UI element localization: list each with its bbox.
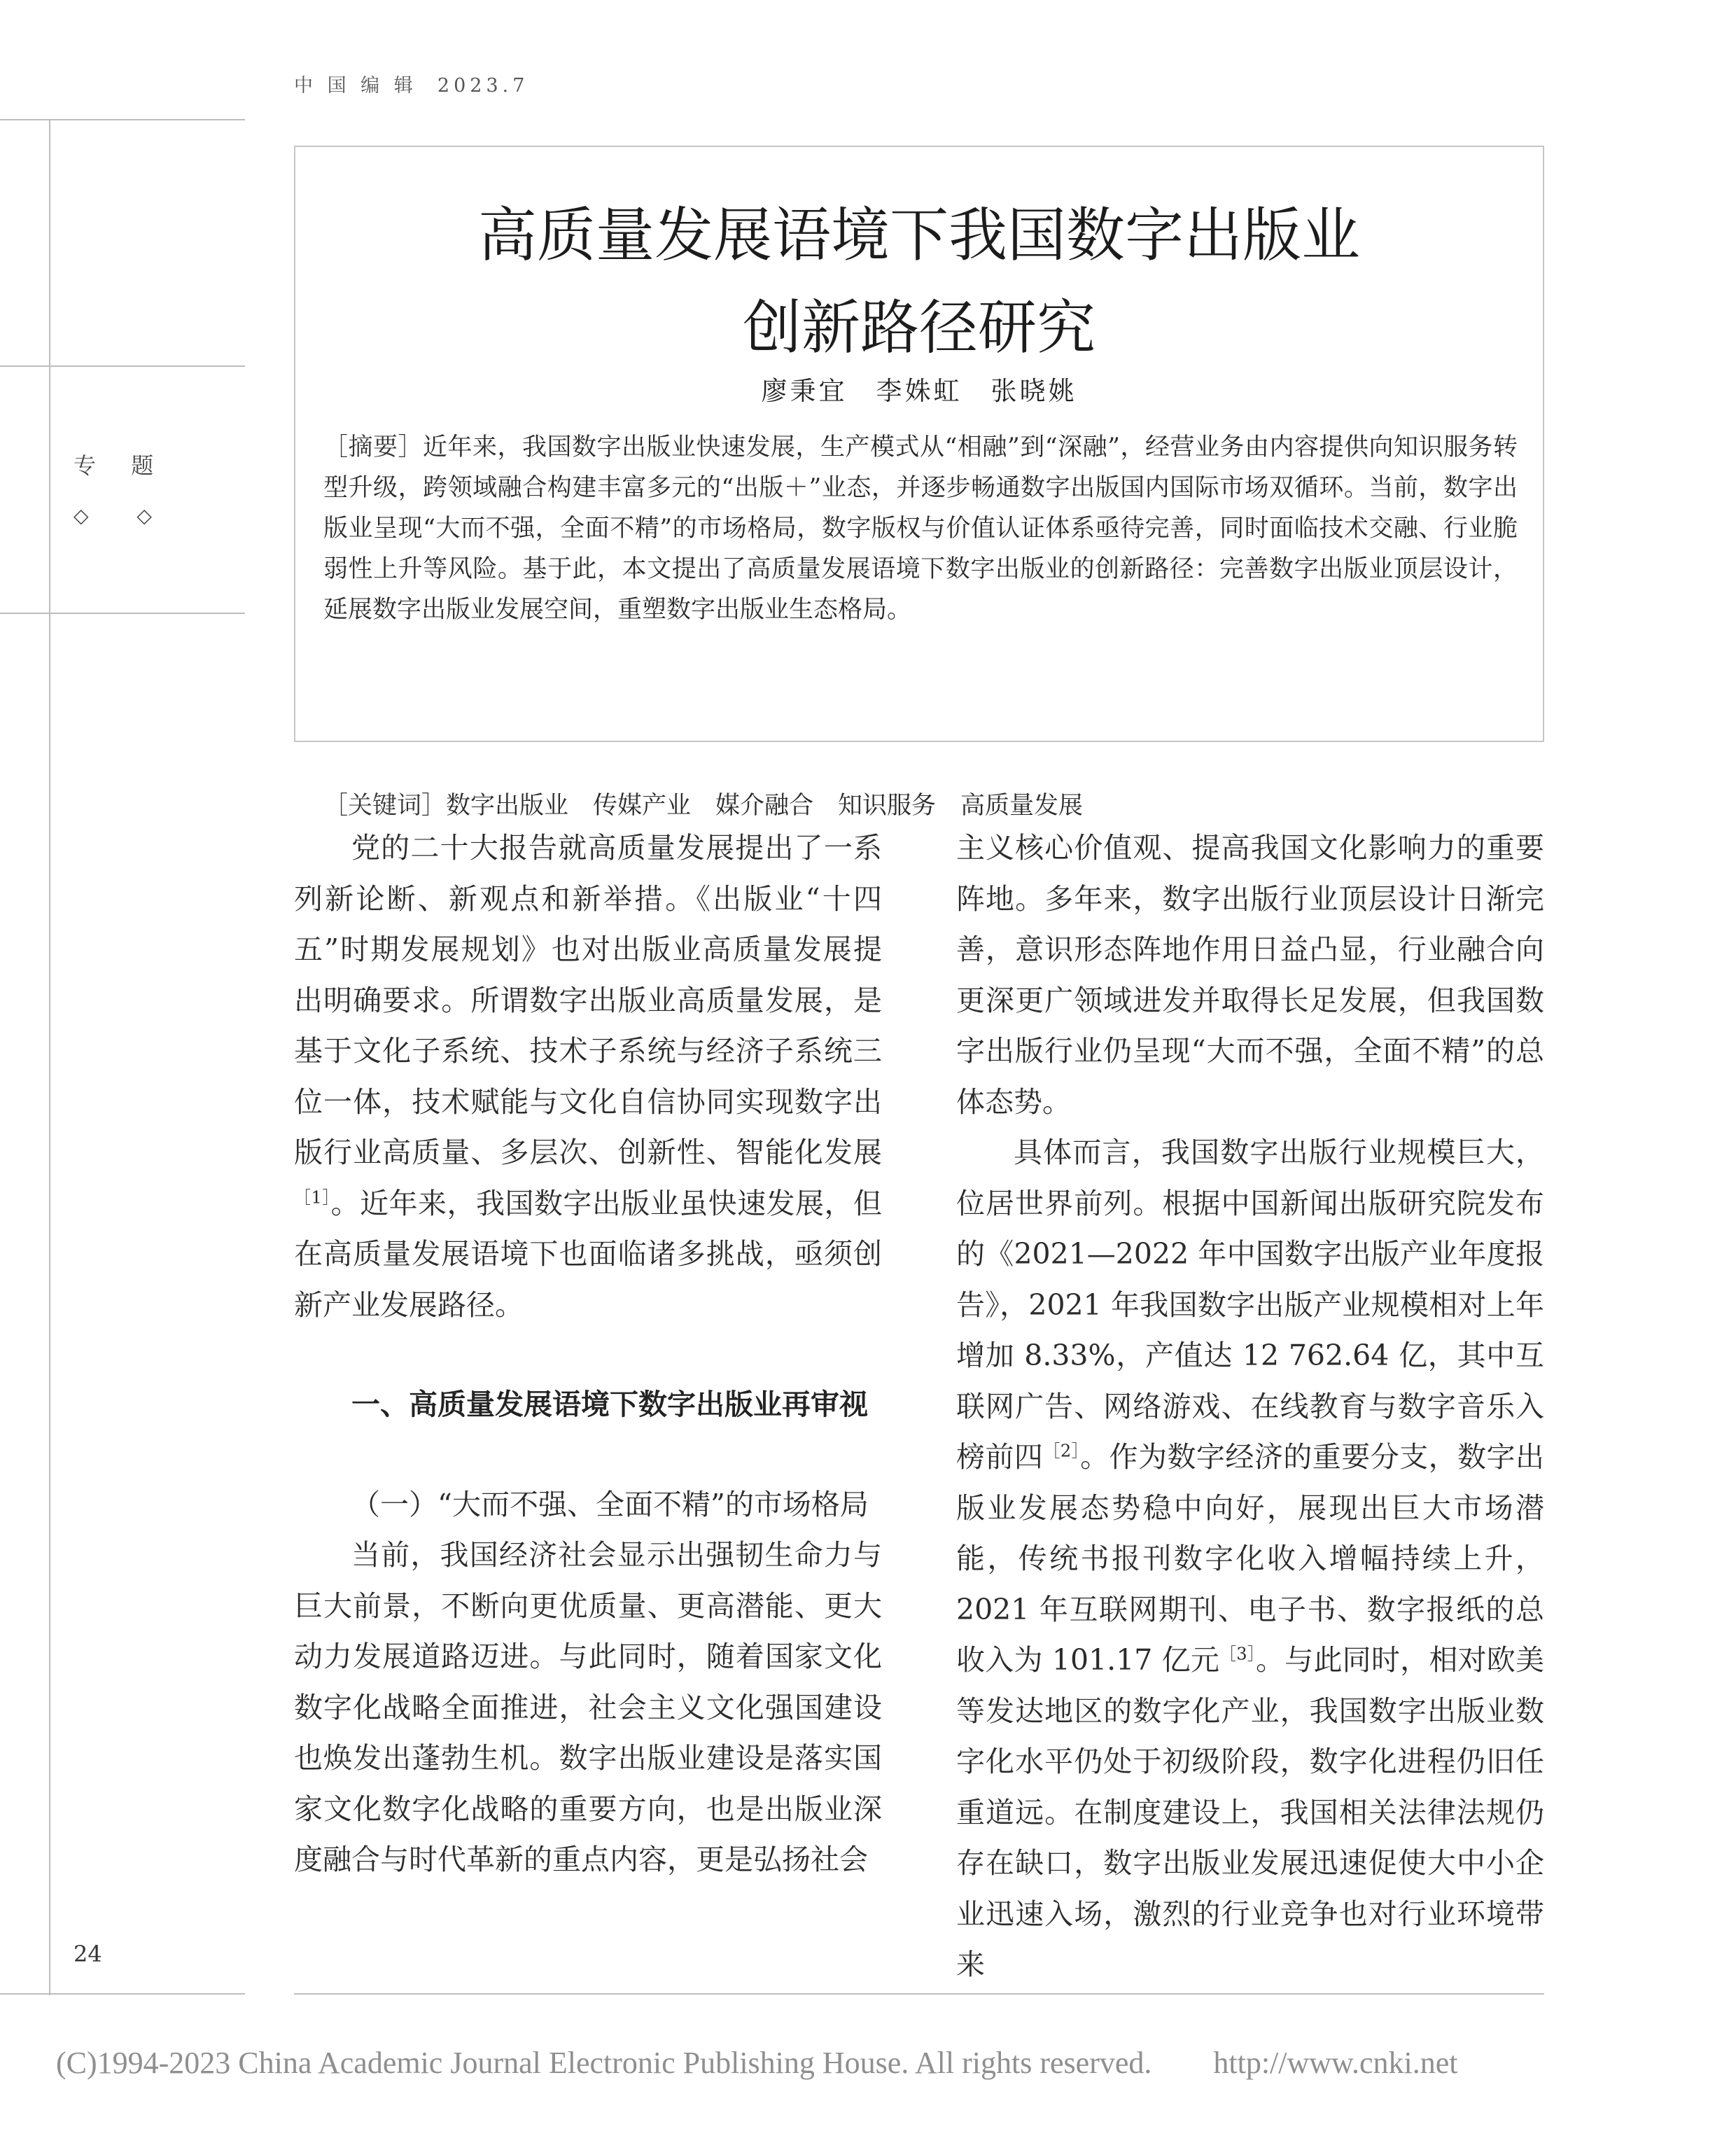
body-column-right	[956, 823, 1544, 1990]
sidebar-rule	[0, 613, 245, 614]
citation-marker: ［1］	[294, 1187, 331, 1207]
authors: 廖秉宜 李姝虹 张晓姚	[761, 376, 1077, 406]
paragraph-text: 具体而言，我国数字出版行业规模巨大，位居世界前列。根据中国新闻出版研究院发布的《2021—2022 年中国数字出版产业年度报告》，2021 年我国数字出版产业规模相对上年增加 8.33%，产值达 12 762.64 亿，其中互联网广告、网络游戏、在线教育与数字音乐入榜前四	[956, 1136, 1544, 1474]
paragraph-text: 。作为数字经济的重要分支，数字出版业发展态势稳中向好，展现出巨大市场潜能，传统书报刊数字化收入增幅持续上升，2021 年互联网期刊、电子书、数字报纸的总收入为 101.17 亿元	[956, 1440, 1545, 1677]
issue-number: 2023.7	[437, 75, 529, 97]
article-title	[295, 189, 1543, 374]
bottom-rule	[294, 1993, 1544, 1995]
footer-copyright: (C)1994-2023 China Academic Journal Electronic Publishing House. All rights reserved. http://www.cnki.net	[56, 2046, 1458, 2080]
body-column-left	[294, 823, 882, 1885]
section-heading: 一、高质量发展语境下数字出版业再审视	[351, 1388, 868, 1421]
paragraph	[956, 1127, 1544, 1990]
abstract-box	[294, 146, 1544, 820]
sidebar-rule	[0, 365, 245, 367]
sidebar-vertical-rule	[49, 119, 50, 1995]
abstract	[323, 427, 1518, 630]
title-line: 高质量发展语境下我国数字出版业	[477, 201, 1360, 270]
citation-marker: ［3］	[1219, 1644, 1256, 1664]
paragraph	[294, 823, 882, 1330]
keywords-text: 数字出版业 传媒产业 媒介融合 知识服务 高质量发展	[446, 792, 1084, 820]
section-label: 专 题	[74, 452, 168, 479]
paragraph-text: 党的二十大报告就高质量发展提出了一系列新论断、新观点和新举措。《出版业“十四五”时期发展规划》也对出版业高质量发展提出明确要求。所谓数字出版业高质量发展，是基于文化子系统、技术子系统与经济子系统三位一体，技术赋能与文化自信协同实现数字出版行业高质量、多层次、创新性、智能化发展	[294, 831, 882, 1169]
abstract-text: 近年来，我国数字出版业快速发展，生产模式从“相融”到“深融”，经营业务由内容提供向知识服务转型升级，跨领域融合构建丰富多元的“出版＋”业态，并逐步畅通数字出版国内国际市场双循环。当前，数字出版业呈现“大而不强，全面不精”的市场格局，数字版权与价值认证体系亟待完善，同时面临技术交融、行业脆弱性上升等风险。基于此，本文提出了高质量发展语境下数字出版业的创新路径：完善数字出版业顶层设计，延展数字出版业发展空间，重塑数字出版业生态格局。	[323, 433, 1518, 624]
paragraph: 当前，我国经济社会显示出强韧生命力与巨大前景，不断向更优质量、更高潜能、更大动力发展道路迈进。与此同时，随着国家文化数字化战略全面推进，社会主义文化强国建设也焕发出蓬勃生机。数字出版业建设是落实国家文化数字化战略的重要方向，也是出版业深度融合与时代革新的重点内容，更是弘扬社会	[294, 1538, 882, 1876]
abstract-label: ［摘要］	[323, 433, 423, 461]
paragraph: 主义核心价值观、提高我国文化影响力的重要阵地。多年来，数字出版行业顶层设计日渐完善，意识形态阵地作用日益凸显，行业融合向更深更广领域进发并取得长足发展，但我国数字出版行业仍呈现“大而不强，全面不精”的总体态势。	[956, 831, 1544, 1119]
page-number: 24	[74, 1941, 102, 1967]
paragraph-text: 。近年来，我国数字出版业虽快速发展，但在高质量发展语境下也面临诸多挑战，亟须创新产业发展路径。	[294, 1186, 883, 1322]
paragraph-text: 。与此同时，相对欧美等发达地区的数字化产业，我国数字出版业数字化水平仍处于初级阶段，数字化进程仍旧任重道远。在制度建设上，我国相关法律法规仍存在缺口，数字出版业发展迅速促使大中小企业迅速入场，激烈的行业竞争也对行业环境带来	[956, 1643, 1544, 1981]
sidebar-rule	[0, 119, 245, 120]
keywords-label: ［关键词］	[323, 792, 447, 820]
subsection-heading: （一）“大而不强、全面不精”的市场格局	[351, 1487, 869, 1521]
journal-name: 中 国 编 辑	[294, 75, 417, 97]
title-line: 创新路径研究	[742, 293, 1096, 362]
sidebar-rule	[0, 1993, 245, 1995]
citation-marker: ［2］	[1043, 1441, 1081, 1461]
running-header	[294, 70, 528, 97]
diamond-ornament-icon: ◇ ◇	[74, 504, 173, 527]
keywords	[323, 786, 1518, 826]
